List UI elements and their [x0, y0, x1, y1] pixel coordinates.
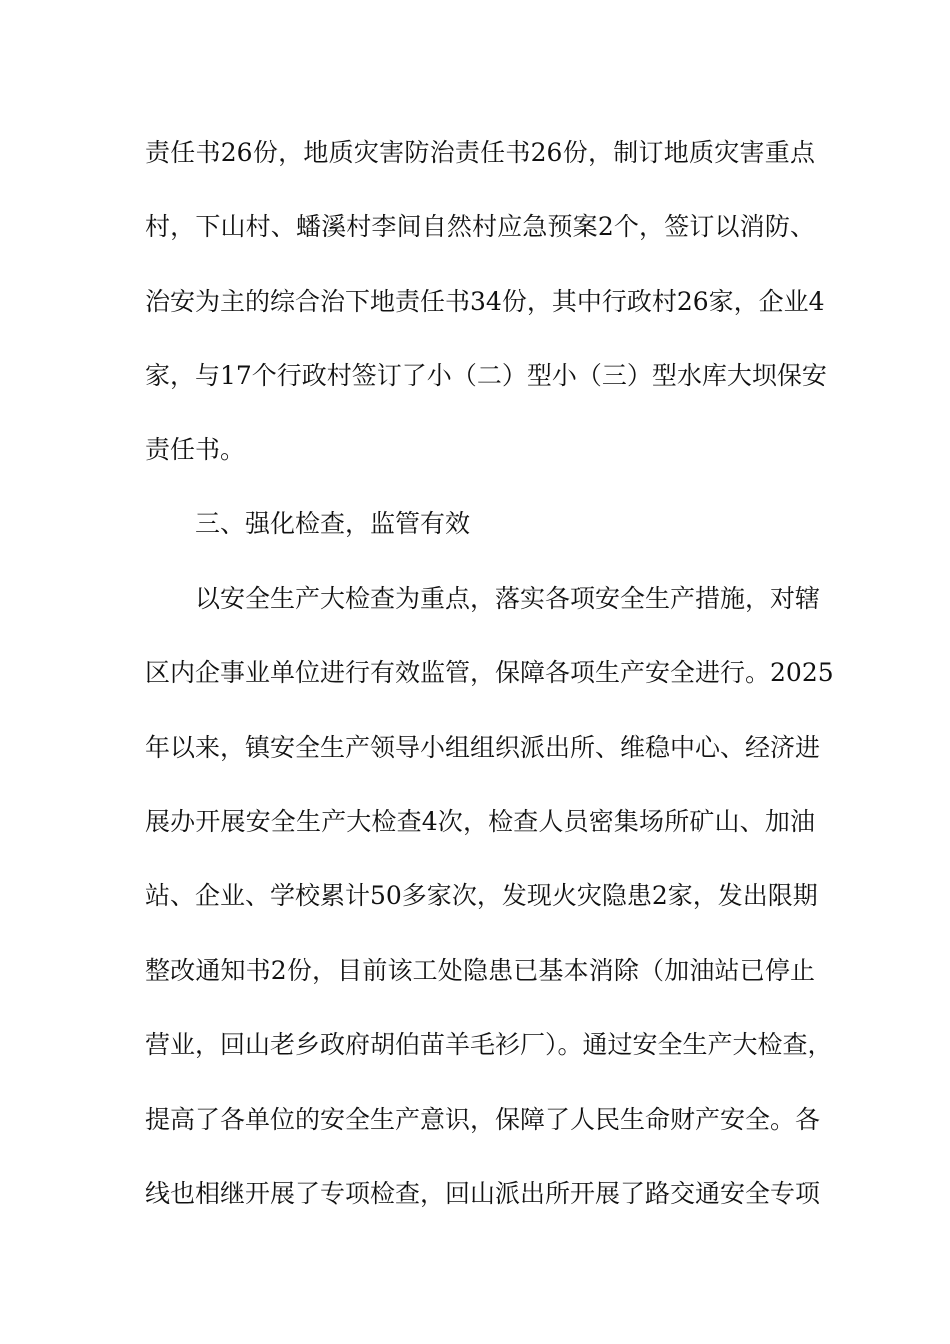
paragraph-line: 展办开展安全生产大检查4次，检查人员密集场所矿山、加油: [145, 807, 815, 836]
paragraph-line: 站、企业、学校累计50多家次，发现火灾隐患2家，发出限期: [145, 881, 818, 910]
paragraph-line: 治安为主的综合治下地责任书34份，其中行政村26家，企业4: [145, 287, 825, 316]
paragraph-line: 以安全生产大检查为重点，落实各项安全生产措施，对辖: [195, 584, 821, 613]
paragraph-line: 区内企事业单位进行有效监管，保障各项生产安全进行。2025: [145, 658, 834, 687]
paragraph-line: 年以来，镇安全生产领导小组组织派出所、维稳中心、经济进: [145, 733, 821, 762]
paragraph-line: 责任书。: [145, 435, 246, 464]
paragraph-line: 责任书26份，地质灾害防治责任书26份，制订地质灾害重点: [145, 138, 815, 167]
paragraph-line: 家，与17个行政村签订了小（二）型小（三）型水库大坝保安: [145, 361, 827, 390]
paragraph-line: 提高了各单位的安全生产意识，保障了人民生命财产安全。各: [145, 1105, 821, 1134]
paragraph-line: 营业，回山老乡政府胡伯苗羊毛衫厂）。通过安全生产大检查，: [145, 1030, 833, 1059]
paragraph-line: 整改通知书2份，目前该工处隐患已基本消除（加油站已停止: [145, 956, 815, 985]
paragraph-line: 村，下山村、蟠溪村李间自然村应急预案2个，签订以消防、: [145, 212, 815, 241]
paragraph-line: 线也相继开展了专项检查，回山派出所开展了路交通安全专项: [145, 1179, 821, 1208]
section-heading: 三、强化检查，监管有效: [195, 509, 471, 538]
